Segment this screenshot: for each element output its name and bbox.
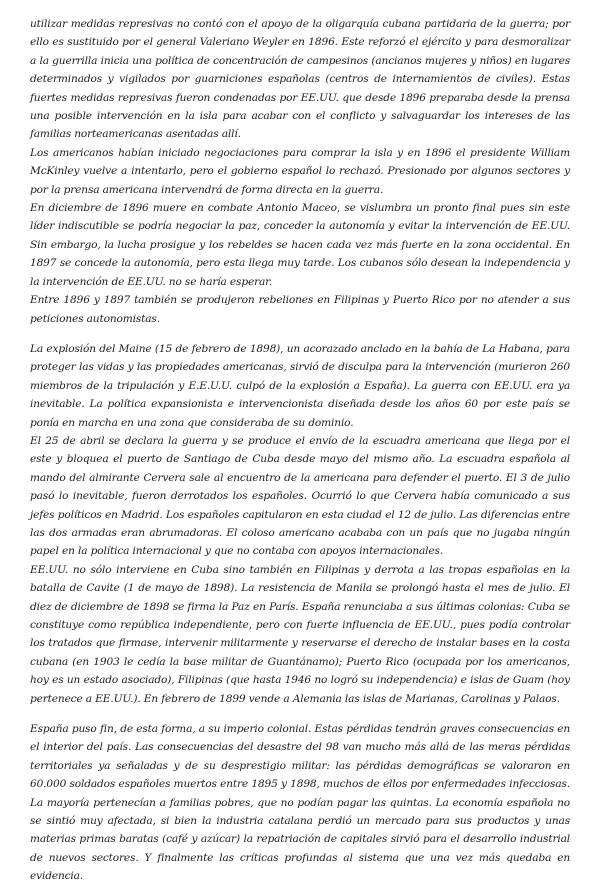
paragraph-consecuencias: España puso fin, de esta forma, a su imperio colonial. Estas pérdidas tendrán graves consecuencias en el interior del país. Las consecuencias del desastre del 98 van mucho más allá de las meras pérdidas territoriales ya señaladas y de su desprestigio militar: las pérdidas demográficas se valoraron en 60.000 soldados españoles muertos entre 1895 y 1898, muchos de ellos por enfermedades infecciosas. La mayoría pertenecían a familias pobres, que no podían pagar las quintas. La economía española no se sintió muy afectada, si bien la industria catalana perdió un mercado para sus productos y unas materias primas baratas (café y azúcar) la repatriación de capitales sirvió para el desarrollo industrial de nuevos sectores. Y finalmente las críticas profundas al sistema que una vez más quedaba en evidencia. <box>30 723 570 883</box>
paragraph-filipinas-puerto-rico: Entre 1896 y 1897 también se produjeron rebeliones en Filipinas y Puerto Rico por no atender a sus peticiones autonomistas. <box>30 294 570 325</box>
paragraph-paz-paris: EE.UU. no sólo interviene en Cuba sino también en Filipinas y derrota a las tropas españolas en la batalla de Cavite (1 de mayo de 1898). La resistencia de Manila se prolongó hasta el mes de julio. El diez de diciembre de 1898 se firma la Paz en París. España renunciaba a sus últimas colonias: Cuba se constituye como república independiente, pero con fuerte influencia de EE.UU., pues podía controlar los tratados que firmase, intervenir militarmente y reservarse el derecho de instalar bases en la costa cubana (en 1903 le cedía la base militar de Guantánamo); Puerto Rico (ocupada por los americanos, hoy es un estado asociado), Filipinas (que hasta 1946 no logró su independencia) e islas de Guam (hoy pertenece a EE.UU.). En febrero de 1899 vende a Alemania las islas de Marianas, Carolinas y Palaos. <box>30 563 570 705</box>
paragraph-maceo: En diciembre de 1896 muere en combate Antonio Maceo, se vislumbra un pronto final pues sin este líder indiscutible se podría negociar la paz, conceder la autonomía y evitar la intervención de EE.UU. Sin embargo, la lucha prosigue y los rebeldes se hacen cada vez más fuerte en la zona occidental. En 1897 se concede la autonomía, pero esta llega muy tarde. Los cubanos sólo desean la independencia y la intervención de EE.UU. no se haría esperar. <box>30 202 570 288</box>
paragraph-mckinley: Los americanos habían iniciado negociaciones para comprar la isla y en 1896 el presidente William McKinley vuelve a intentarlo, pero el gobierno español lo rechazó. Presionado por algunos sectores y por la prensa americana intervendrá de forma directa en la guerra. <box>30 146 570 196</box>
paragraph-weyler: utilizar medidas represivas no contó con el apoyo de la oligarquía cubana partidaria de la guerra; por ello es sustituido por el general Valeriano Weyler en 1896. Este reforzó el ejército y para desmoralizar a la guerrilla inicia una política de concentración de campesinos (ancianos mujeres y niños) en lugares determinados y vigilados por guarniciones españolas (centros de internamientos de civiles). Estas fuertes medidas represivas fueron condenadas por EE.UU. que desde 1896 preparaba desde la prensa una posible intervención en la isla para acabar con el conflicto y salvaguardar los intereses de las familias norteamericanas asentadas allí. <box>30 18 570 141</box>
paragraph-declaracion-guerra: El 25 de abril se declara la guerra y se produce el envío de la escuadra americana que llega por el este y bloquea el puerto de Santiago de Cuba desde mayo del mismo año. La escuadra española al mando del almirante Cervera sale al encuentro de la americana para defender el puerto. El 3 de julio pasó lo inevitable, fueron derrotados los españoles. Ocurrió lo que Cervera había comunicado a sus jefes políticos en Madrid. Los españoles capitularon en esta ciudad el 12 de julio. Las diferencias entre las dos armadas eran abrumadoras. El coloso americano acababa con un país que no jugaba ningún papel en la política internacional y que no contaba con apoyos internacionales. <box>30 434 570 558</box>
paragraph-maine: La explosión del Maine (15 de febrero de 1898), un acorazado anclado en la bahía de La Habana, para proteger las vidas y las propiedades americanas, sirvió de disculpa para la intervención (murieron 260 miembros de la tripulación y E.E.U.U. culpó de la explosión a España). La guerra con EE.UU. era ya inevitable. La política expansionista e intervencionista diseñada desde los años 60 por este país se ponía en marcha en una zona que consideraba de su dominio. <box>30 342 570 429</box>
